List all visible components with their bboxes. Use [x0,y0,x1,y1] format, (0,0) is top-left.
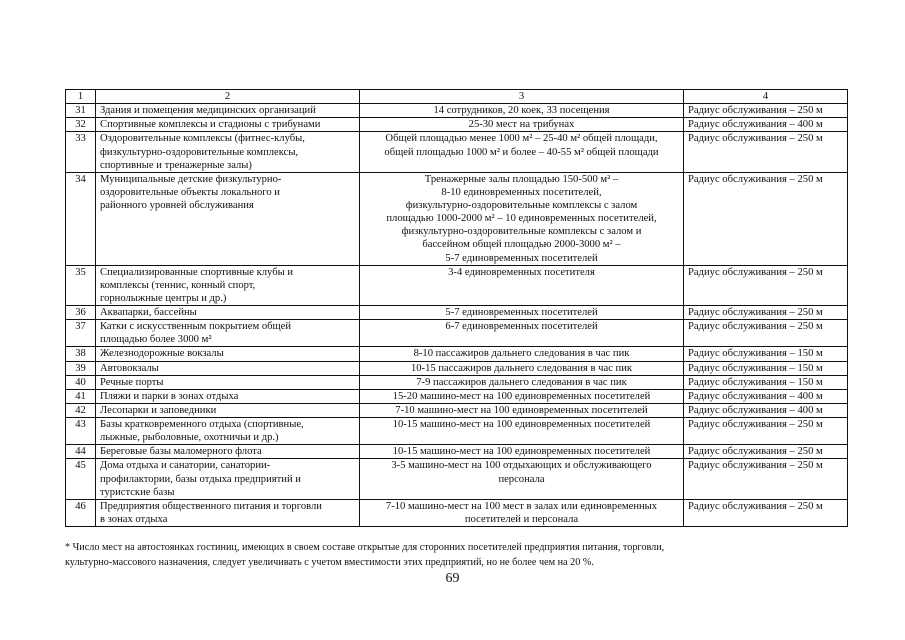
footnote-line-2: культурно-массового назначения, следует увеличивать с учетом вместимости этих предприятий, но не более чем на 20 %. [65,556,594,568]
table-row [66,104,848,118]
object-type-cell: Аквапарки, бассейны [96,306,360,320]
service-radius-cell: Радиус обслуживания – 150 м [684,347,848,361]
row-number-cell: 45 [66,459,96,499]
table-row [66,375,848,389]
column-header: 1 [66,90,96,104]
parking-capacity-cell: 10-15 машино-мест на 100 единовременных посетителей [360,445,684,459]
column-header: 4 [684,90,848,104]
table-row [66,499,848,526]
row-number-cell: 34 [66,172,96,265]
service-radius-cell: Радиус обслуживания – 150 м [684,375,848,389]
service-radius-cell: Радиус обслуживания – 400 м [684,118,848,132]
parking-capacity-cell: 15-20 машино-мест на 100 единовременных посетителей [360,389,684,403]
table-row [66,306,848,320]
table-row [66,445,848,459]
table-row [66,265,848,305]
service-radius-cell: Радиус обслуживания – 250 м [684,445,848,459]
service-radius-cell: Радиус обслуживания – 250 м [684,320,848,347]
row-number-cell: 40 [66,375,96,389]
row-number-cell: 31 [66,104,96,118]
row-number-cell: 37 [66,320,96,347]
column-header: 2 [96,90,360,104]
row-number-cell: 42 [66,403,96,417]
footnote-line-1: * Число мест на автостоянках гостиниц, имеющих в своем составе открытые для сторонних посетителей предприятия питания, торговли, [65,542,665,553]
parking-capacity-cell: 10-15 пассажиров дальнего следования в час пик [360,361,684,375]
object-type-cell: Базы кратковременного отдыха (спортивные, лыжные, рыболовные, охотничьи и др.) [96,418,360,445]
column-header: 3 [360,90,684,104]
parking-capacity-cell: 7-10 машино-мест на 100 мест в залах или единовременных посетителей и персонала [360,499,684,526]
row-number-cell: 32 [66,118,96,132]
parking-norms-table [65,89,848,527]
table-row [66,172,848,265]
row-number-cell: 44 [66,445,96,459]
parking-capacity-cell: Общей площадью менее 1000 м² – 25-40 м² общей площади, общей площадью 1000 м² и более – 40-55 м² общей площади [360,132,684,172]
service-radius-cell: Радиус обслуживания – 400 м [684,403,848,417]
table-row [66,418,848,445]
service-radius-cell: Радиус обслуживания – 250 м [684,172,848,265]
parking-capacity-cell: 14 сотрудников, 20 коек, 33 посещения [360,104,684,118]
object-type-cell: Автовокзалы [96,361,360,375]
table-row [66,459,848,499]
table-row [66,403,848,417]
parking-capacity-cell: 7-9 пассажиров дальнего следования в час пик [360,375,684,389]
row-number-cell: 46 [66,499,96,526]
service-radius-cell: Радиус обслуживания – 250 м [684,499,848,526]
service-radius-cell: Радиус обслуживания – 250 м [684,459,848,499]
service-radius-cell: Радиус обслуживания – 250 м [684,265,848,305]
table-row [66,389,848,403]
row-number-cell: 43 [66,418,96,445]
parking-capacity-cell: 7-10 машино-мест на 100 единовременных посетителей [360,403,684,417]
table-row [66,320,848,347]
object-type-cell: Здания и помещения медицинских организаций [96,104,360,118]
parking-capacity-cell: 10-15 машино-мест на 100 единовременных посетителей [360,418,684,445]
parking-capacity-cell: 6-7 единовременных посетителей [360,320,684,347]
table-row [66,118,848,132]
object-type-cell: Спортивные комплексы и стадионы с трибунами [96,118,360,132]
row-number-cell: 35 [66,265,96,305]
service-radius-cell: Радиус обслуживания – 250 м [684,306,848,320]
object-type-cell: Речные порты [96,375,360,389]
table-header-row [66,90,848,104]
row-number-cell: 41 [66,389,96,403]
object-type-cell: Дома отдыха и санатории, санатории- профилактории, базы отдыха предприятий и туристские базы [96,459,360,499]
row-number-cell: 39 [66,361,96,375]
parking-capacity-cell: 3-4 единовременных посетителя [360,265,684,305]
parking-capacity-cell: 8-10 пассажиров дальнего следования в час пик [360,347,684,361]
object-type-cell: Катки с искусственным покрытием общей площадью более 3000 м² [96,320,360,347]
service-radius-cell: Радиус обслуживания – 400 м [684,389,848,403]
service-radius-cell: Радиус обслуживания – 250 м [684,418,848,445]
service-radius-cell: Радиус обслуживания – 150 м [684,361,848,375]
object-type-cell: Предприятия общественного питания и торговли в зонах отдыха [96,499,360,526]
row-number-cell: 38 [66,347,96,361]
object-type-cell: Лесопарки и заповедники [96,403,360,417]
parking-capacity-cell: 5-7 единовременных посетителей [360,306,684,320]
object-type-cell: Муниципальные детские физкультурно- оздоровительные объекты локального и районного уровней обслуживания [96,172,360,265]
parking-capacity-cell: 3-5 машино-мест на 100 отдыхающих и обслуживающего персонала [360,459,684,499]
object-type-cell: Специализированные спортивные клубы и комплексы (теннис, конный спорт, горнолыжные центры и др.) [96,265,360,305]
service-radius-cell: Радиус обслуживания – 250 м [684,132,848,172]
table-body [66,104,848,527]
row-number-cell: 33 [66,132,96,172]
table-row [66,361,848,375]
footnote [65,541,847,571]
page-number: 69 [445,571,460,586]
object-type-cell: Береговые базы маломерного флота [96,445,360,459]
object-type-cell: Оздоровительные комплексы (фитнес-клубы, физкультурно-оздоровительные комплексы, спортивные и тренажерные залы) [96,132,360,172]
row-number-cell: 36 [66,306,96,320]
parking-capacity-cell: Тренажерные залы площадью 150-500 м² – 8-10 единовременных посетителей, физкультурно-оздоровительные комплексы с залом площадью 1000-2000 м² – 10 единовременных посетителей, физкультурно-оздоровительные комплексы с залом и бассейном общей площадью 2000-3000 м² – 5-7 единовременных посетителей [360,172,684,265]
table-row [66,132,848,172]
service-radius-cell: Радиус обслуживания – 250 м [684,104,848,118]
parking-capacity-cell: 25-30 мест на трибунах [360,118,684,132]
object-type-cell: Пляжи и парки в зонах отдыха [96,389,360,403]
table-row [66,347,848,361]
object-type-cell: Железнодорожные вокзалы [96,347,360,361]
